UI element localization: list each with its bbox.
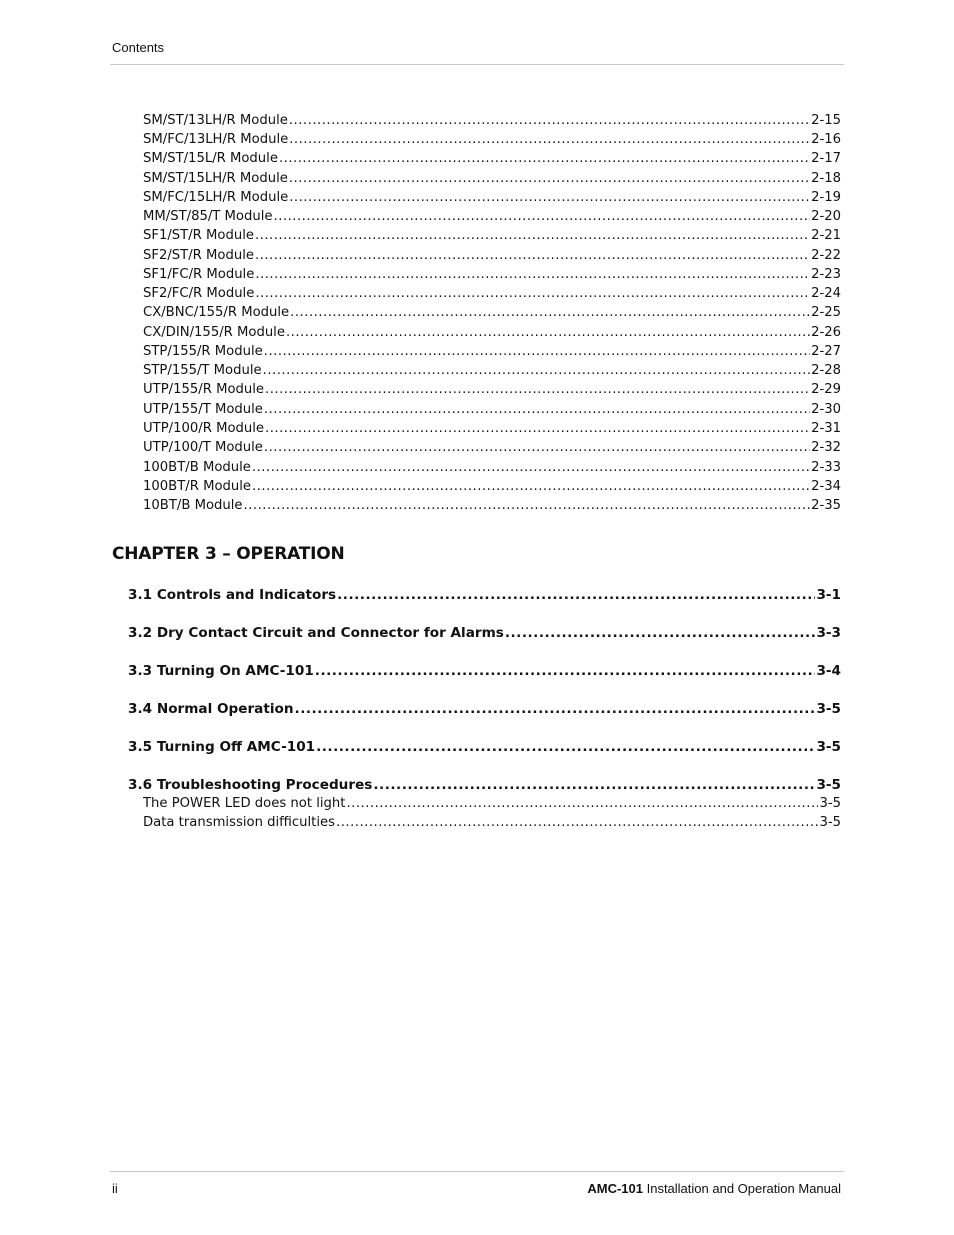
toc-subentry-label: The POWER LED does not light [143, 796, 346, 811]
toc-section-page: 3-5 [816, 701, 841, 717]
toc-section[interactable] [128, 625, 841, 644]
toc-subentry-page: 3-5 [819, 796, 841, 811]
toc-entry-label: CX/BNC/155/R Module [143, 305, 290, 320]
dot-leader [264, 344, 810, 359]
toc-entry-page: 2-24 [811, 286, 841, 301]
toc-entry-page: 2-35 [811, 498, 841, 513]
toc-entry-page: 2-20 [811, 209, 841, 224]
toc-entry[interactable] [143, 402, 841, 421]
toc-entry-page: 2-15 [811, 113, 841, 128]
dot-leader [337, 587, 815, 603]
toc-entry[interactable] [143, 267, 841, 286]
dot-leader [336, 815, 818, 830]
toc-entry-label: SM/FC/15LH/R Module [143, 190, 289, 205]
dot-leader [264, 440, 810, 455]
dot-leader [289, 190, 810, 205]
toc-entry[interactable] [143, 113, 841, 132]
toc-entry[interactable] [143, 479, 841, 498]
toc-entry[interactable] [143, 325, 841, 344]
dot-leader [286, 325, 810, 340]
dot-leader [295, 701, 816, 717]
toc-entry-page: 2-27 [811, 344, 841, 359]
toc-entry[interactable] [143, 190, 841, 209]
dot-leader [289, 171, 810, 186]
toc-entry-label: CX/DIN/155/R Module [143, 325, 285, 340]
chapter-heading: CHAPTER 3 – OPERATION [112, 544, 345, 564]
dot-leader [373, 777, 815, 793]
toc-entry-page: 2-18 [811, 171, 841, 186]
toc-entry-label: UTP/155/T Module [143, 402, 263, 417]
toc-entry-page: 2-22 [811, 248, 841, 263]
page-number: ii [112, 1181, 118, 1196]
toc-entry-label: SM/ST/15L/R Module [143, 151, 278, 166]
toc-entry[interactable] [143, 460, 841, 479]
dot-leader [263, 363, 810, 378]
dot-leader [252, 479, 810, 494]
toc-entry-label: SM/ST/15LH/R Module [143, 171, 288, 186]
toc-entry-page: 2-16 [811, 132, 841, 147]
toc-subentry[interactable] [143, 796, 841, 815]
toc-section-page: 3-5 [816, 739, 841, 755]
toc-entry-page: 2-28 [811, 363, 841, 378]
dot-leader [316, 739, 815, 755]
toc-subentry[interactable] [143, 815, 841, 834]
toc-entry-label: SF1/ST/R Module [143, 228, 254, 243]
toc-entry-label: 100BT/B Module [143, 460, 251, 475]
toc-entry-page: 2-23 [811, 267, 841, 282]
toc-entry-page: 2-34 [811, 479, 841, 494]
toc-entry-page: 2-32 [811, 440, 841, 455]
toc-entry-label: SM/ST/13LH/R Module [143, 113, 288, 128]
toc-entry[interactable] [143, 209, 841, 228]
running-header: Contents [112, 40, 165, 55]
dot-leader [255, 267, 810, 282]
toc-entry[interactable] [143, 228, 841, 247]
toc-entry-page: 2-31 [811, 421, 841, 436]
dot-leader [265, 421, 810, 436]
toc-section-page: 3-4 [816, 663, 841, 679]
toc-entry-page: 2-26 [811, 325, 841, 340]
dot-leader [255, 228, 810, 243]
toc-entry-label: SF1/FC/R Module [143, 267, 255, 282]
dot-leader [244, 498, 811, 513]
toc-section-label: 3.1 Controls and Indicators [128, 587, 337, 603]
toc-section[interactable] [128, 701, 841, 720]
toc-section-page: 3-1 [816, 587, 841, 603]
toc-entry-page: 2-25 [811, 305, 841, 320]
toc-section-label: 3.4 Normal Operation [128, 701, 294, 717]
product-name: AMC-101 [587, 1181, 643, 1196]
dot-leader [265, 382, 810, 397]
toc-entry[interactable] [143, 344, 841, 363]
dot-leader [255, 248, 810, 263]
dot-leader [290, 305, 810, 320]
toc-section-page: 3-3 [816, 625, 841, 641]
dot-leader [315, 663, 816, 679]
toc-section[interactable] [128, 587, 841, 606]
footer-divider [110, 1171, 844, 1172]
toc-entry-page: 2-29 [811, 382, 841, 397]
toc-section[interactable] [128, 663, 841, 682]
toc-entry-label: 10BT/B Module [143, 498, 243, 513]
dot-leader [289, 132, 810, 147]
toc-section[interactable] [128, 739, 841, 758]
toc-entry-label: MM/ST/85/T Module [143, 209, 273, 224]
toc-entry-label: SF2/ST/R Module [143, 248, 254, 263]
toc-entry-page: 2-33 [811, 460, 841, 475]
toc-entry-page: 2-21 [811, 228, 841, 243]
dot-leader [346, 796, 818, 811]
dot-leader [255, 286, 810, 301]
footer-title [587, 1181, 841, 1196]
toc-section-page: 3-5 [816, 777, 841, 793]
toc-entry-label: 100BT/R Module [143, 479, 252, 494]
manual-title: Installation and Operation Manual [642, 1181, 841, 1196]
toc-entry[interactable] [143, 305, 841, 324]
toc-entry-page: 2-19 [811, 190, 841, 205]
toc-entry[interactable] [143, 248, 841, 267]
toc-section[interactable] [128, 777, 841, 796]
toc-entry[interactable] [143, 171, 841, 190]
dot-leader [274, 209, 811, 224]
toc-section-label: 3.6 Troubleshooting Procedures [128, 777, 373, 793]
toc-entry[interactable] [143, 421, 841, 440]
dot-leader [289, 113, 810, 128]
toc-entry[interactable] [143, 498, 841, 517]
toc-entry-label: STP/155/R Module [143, 344, 263, 359]
dot-leader [279, 151, 810, 166]
toc-entry-page: 2-30 [811, 402, 841, 417]
dot-leader [264, 402, 810, 417]
toc-section-label: 3.5 Turning Off AMC-101 [128, 739, 316, 755]
toc-entry-page: 2-17 [811, 151, 841, 166]
toc-section-label: 3.2 Dry Contact Circuit and Connector for Alarms [128, 625, 504, 641]
toc-entry-label: UTP/155/R Module [143, 382, 265, 397]
dot-leader [252, 460, 810, 475]
toc-subentry-page: 3-5 [819, 815, 841, 830]
header-divider [110, 64, 844, 65]
toc-entry-label: UTP/100/R Module [143, 421, 265, 436]
dot-leader [505, 625, 816, 641]
toc-entry-label: UTP/100/T Module [143, 440, 263, 455]
toc-entry[interactable] [143, 363, 841, 382]
toc-entry[interactable] [143, 440, 841, 459]
toc-entry-label: SM/FC/13LH/R Module [143, 132, 289, 147]
toc-entry[interactable] [143, 151, 841, 170]
toc-entry[interactable] [143, 286, 841, 305]
toc-entry[interactable] [143, 382, 841, 401]
toc-section-label: 3.3 Turning On AMC-101 [128, 663, 314, 679]
toc-entry-label: SF2/FC/R Module [143, 286, 255, 301]
toc-entry[interactable] [143, 132, 841, 151]
toc-subentry-label: Data transmission difficulties [143, 815, 335, 830]
toc-entry-label: STP/155/T Module [143, 363, 262, 378]
